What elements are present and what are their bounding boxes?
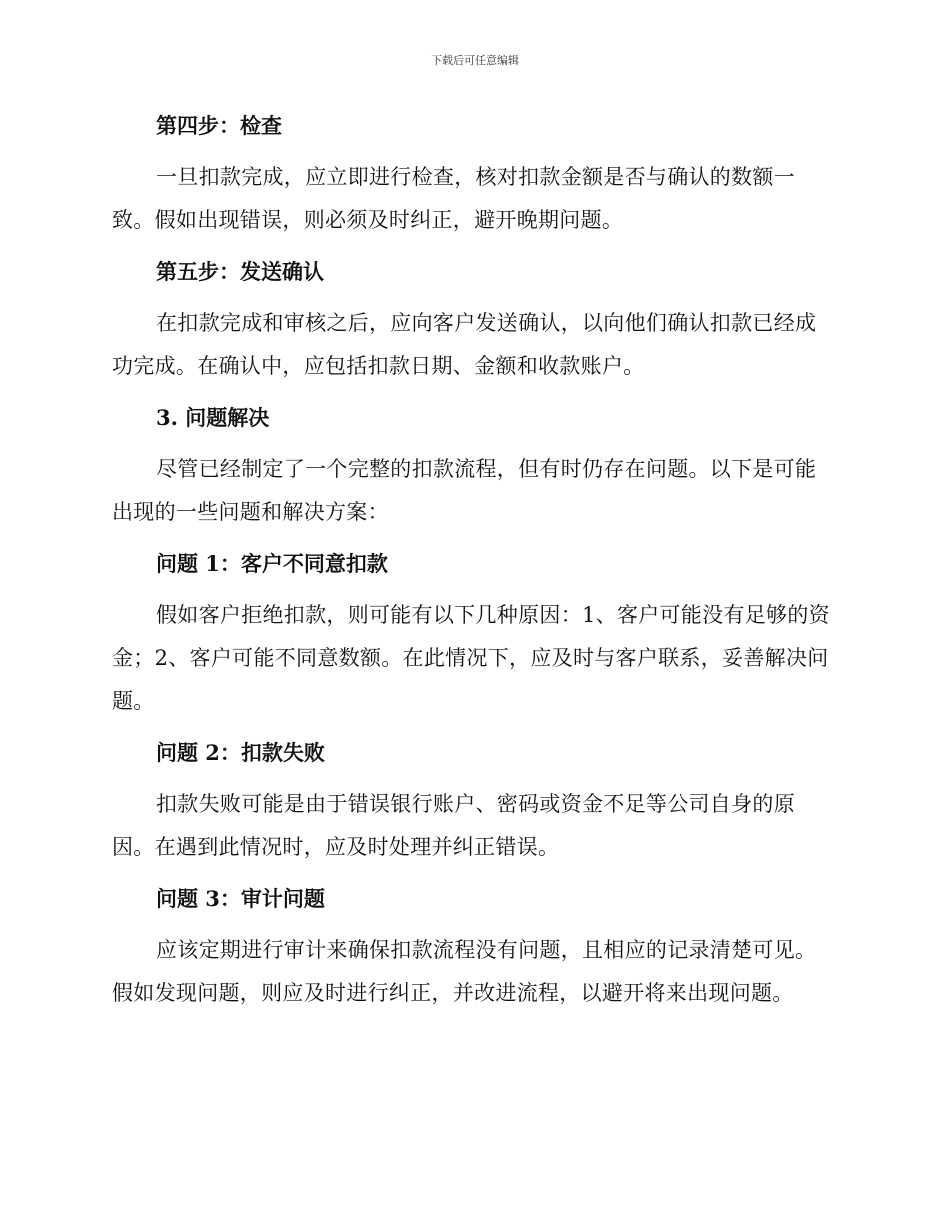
step5-heading: 第五步：发送确认 xyxy=(156,259,324,284)
step4-paragraph: 一旦扣款完成，应立即进行检查，核对扣款金额是否与确认的数额一致。假如出现错误，则必须及时纠正，避开晚期问题。 xyxy=(112,165,795,232)
step5-paragraph: 在扣款完成和审核之后，应向客户发送确认，以向他们确认扣款已经成功完成。在确认中，应包括扣款日期、金额和收款账户。 xyxy=(112,311,817,378)
problem3-heading: 问题 3：审计问题 xyxy=(156,886,325,911)
document-body xyxy=(112,104,832,1023)
problem1-heading: 问题 1：客户不同意扣款 xyxy=(156,551,388,576)
section3-heading: 3. 问题解决 xyxy=(156,405,270,430)
step4-heading: 第四步：检查 xyxy=(156,113,282,138)
section3-paragraph: 尽管已经制定了一个完整的扣款流程，但有时仍存在问题。以下是可能出现的一些问题和解决方案： xyxy=(112,457,817,524)
page-header: 下载后可任意编辑 xyxy=(431,54,519,67)
problem2-heading: 问题 2：扣款失败 xyxy=(156,740,325,765)
problem1-paragraph: 假如客户拒绝扣款，则可能有以下几种原因：1、客户可能没有足够的资金；2、客户可能不同意数额。在此情况下，应及时与客户联系，妥善解决问题。 xyxy=(112,603,830,713)
problem3-paragraph: 应该定期进行审计来确保扣款流程没有问题，且相应的记录清楚可见。假如发现问题，则应及时进行纠正，并改进流程，以避开将来出现问题。 xyxy=(112,938,817,1005)
problem2-paragraph: 扣款失败可能是由于错误银行账户、密码或资金不足等公司自身的原因。在遇到此情况时，应及时处理并纠正错误。 xyxy=(112,792,795,859)
